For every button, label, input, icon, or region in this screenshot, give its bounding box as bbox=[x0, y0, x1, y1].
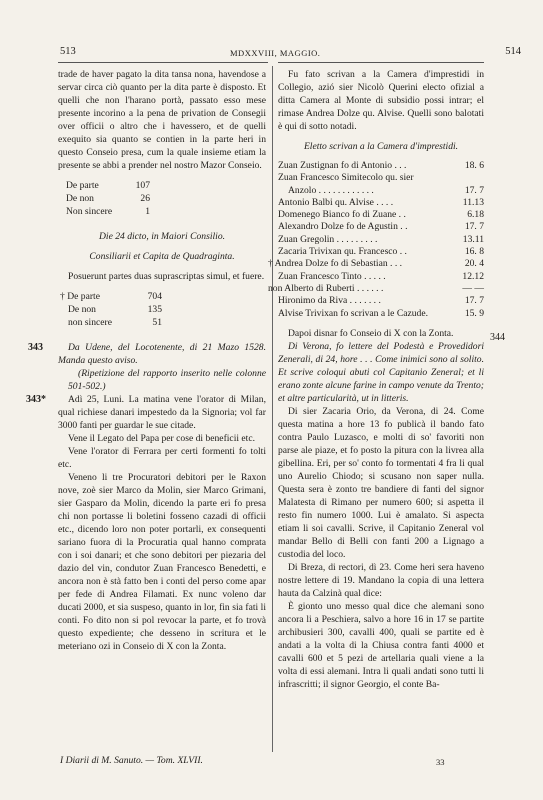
vote-row: De non 135 bbox=[68, 304, 162, 315]
list-item: Zuan Francesco Tinto . . . . . 12.12 bbox=[278, 270, 484, 282]
signature-mark: 33 bbox=[436, 757, 445, 767]
page-number-left: 513 bbox=[60, 46, 76, 57]
paragraph: Vene il Legato del Papa per cose di beneficii etc. bbox=[68, 433, 255, 444]
list-item: Zuan Gregolin . . . . . . . . . 13.11 bbox=[278, 233, 484, 245]
list-item: Anzolo . . . . . . . . . . . . 17. 7 bbox=[288, 184, 484, 196]
margin-number: 343* bbox=[26, 394, 46, 405]
list-item: Domenego Bianco fo di Zuane . . 6.18 bbox=[278, 209, 484, 221]
paragraph: È gionto uno messo qual dice che alemani sono ancora li a Peschiera, salvo a hore 16 in 17 se partite archibusieri 300, cavalli 400, quali se partite ed è andati a la volta di la Chiusa contra fanti 4000 et cavalli 600 et 5 pezi de artellaria quali viene a la volta di essi alemani. Intra li quali andati sono tutti li infrascritti; il signor Georgio, el conte Ba- bbox=[278, 600, 484, 690]
section-heading: Die 24 dicto, in Maiori Consilio. bbox=[98, 231, 226, 242]
paragraph: Di Verona, fo lettere del Podestà e Provedidori Zenerali, di 24, hore . . . Come inimici sono al solito. Et scrive coloqui abuti col Capitanio Zeneral; et li erano zonte alcune farine in campo venute da Trento; et altre particularità, ut in litteris. bbox=[278, 340, 484, 404]
paragraph: Di sier Zacaria Orio, da Verona, di 24. Come questa matina a hore 13 fo publicà il bando fato contra Paulo Luzasco, e molti di so' favoriti non parse ale piaze, et fo posto la pitura con la livrea alla gibellina. Eri, per so' conto fo tormentati 4 fra li qual uno Aurelio Chiodo; si scusano non saper nulla. Questa sera è zonto tre bandiere di fanti del signor Malatesta di Rimano per numero 600; si aspetta il resto fin numero 1000. Lui è amalato. Si aspecta etiam li soi cavalli. Scrive, il Capitanio Zeneral vol mandar Bello di Belli con fanti 200 a Lignago a custodia del loco. bbox=[278, 405, 484, 560]
header-rule-right bbox=[278, 62, 484, 63]
paragraph: Da Udene, del Locotenente, di 21 Mazo 1528. Manda questo aviso. bbox=[58, 342, 266, 366]
list-item: Hironimo da Riva . . . . . . . 17. 7 bbox=[278, 295, 484, 307]
paragraph: trade de haver pagato la dita tansa nona, havendose a servar circa ciò quanto per la dita parte è disposto. Et quelli che non l'harano portà, passato esso mese presente incorino a la pena de privation de Consegii over officii o altro che i havessero, et de quelli exequito sia quanto se contien in la parte heri in questo Conseio presa, cum la quale insieme etiam la presente se abbi a prender nel nostro Mazor Conseio. bbox=[58, 69, 266, 171]
right-column bbox=[268, 68, 505, 691]
list-item: Zuan Zustignan fo di Antonio . . . 18. 6 bbox=[278, 160, 484, 171]
list-item: Zuan Francesco Simitecolo qu. sier bbox=[278, 172, 414, 184]
list-item: Alvise Trivixan fo scrivan a le Cazude. 15. 9 bbox=[278, 307, 484, 319]
vote-row: Non sincere 1 bbox=[66, 206, 150, 217]
paragraph: Veneno li tre Procuratori debitori per le Raxon nove, zoè sier Marco da Molin, sier Marco Grimani, sier Gasparo da Molin, dicendo la parte eri fo presa chi non portasse li boletini fosseno cazadi di officii etc., dicendo loro non poter portarli, ex consequenti sariano fuora di la Procuratia qual hanno comprata con i soi danari; et che sono debitori per piezaria del dazio del vin, condutor Zuan Francesco Benedetti, e ancora non è stà fatto ben i conti del perso come apar per fede di Andrea Filamati. Ex nunc voleno dar ducati 2000, et sia suspeso, quanto in lor, fin sia fati li conti. Fo dito non si pol revocar la parte, et fo trovà questo expediente; che desseno in scritura et le meteriano ozi in Conseio di X con la Zonta. bbox=[58, 472, 266, 652]
paragraph: Fu fato scrivan a la Camera d'imprestidi in Collegio, azió sier Nicolò Querini electo ofizial a ditta Camera al Monte di subsidio possi intrar; el rimase Andrea Dolze qu. Alvise. Quelli sono balotati è qui di sotto notadi. bbox=[278, 69, 484, 132]
left-column bbox=[26, 68, 266, 653]
margin-number: 344 bbox=[490, 331, 505, 343]
paragraph: (Ripetizione del rapporto inserito nelle colonne 501-502.) bbox=[68, 368, 266, 392]
vote-row: non sincere 51 bbox=[68, 317, 162, 328]
list-item: Antonio Balbi qu. Alvise . . . . 11.13 bbox=[278, 196, 484, 208]
vote-row: De non 26 bbox=[66, 193, 150, 204]
section-heading: Consiliarii et Capita de Quadraginta. bbox=[89, 251, 235, 262]
header-rule-left bbox=[58, 62, 268, 63]
paragraph: Vene l'orator di Ferrara per certi formenti fo tolti etc. bbox=[58, 446, 266, 470]
vote-row: † De parte 704 bbox=[60, 291, 162, 302]
running-title: MDXXVIII, MAGGIO. bbox=[230, 48, 321, 58]
paragraph: Di Breza, di rectori, dì 23. Come heri sera haveno nostre lettere di 19. Mandano la copia di una lettera hauta da Calzinà qual dice: bbox=[278, 561, 484, 599]
paragraph: Dapoi disnar fo Conseio di X con la Zonta. bbox=[288, 327, 454, 339]
vote-row: De parte 107 bbox=[66, 180, 150, 191]
page-number-right: 514 bbox=[505, 46, 521, 57]
column-separator bbox=[272, 66, 273, 752]
list-item: Zacaria Trivixan qu. Francesco . . 16. 8 bbox=[278, 246, 484, 258]
list-item: non Alberto di Ruberti . . . . . . — — bbox=[268, 282, 484, 294]
paragraph: Adì 25, Luni. La matina vene l'orator di Milan, qual richiese danari impestedo da la Signoria; vol far 3000 fanti per guardar le sue citade. bbox=[58, 394, 266, 431]
margin-number: 343 bbox=[28, 342, 43, 353]
list-item: † Andrea Dolze fo di Sebastian . . . 20. 4 bbox=[268, 258, 484, 270]
ballot-list bbox=[268, 160, 484, 320]
section-heading: Eletto scrivan a la Camera d'imprestidi. bbox=[303, 141, 459, 152]
list-item: Alexandro Dolze fo de Agustin . . 17. 7 bbox=[278, 221, 484, 233]
book-footer: I Diarii di M. Sanuto. — Tom. XLVII. bbox=[60, 755, 203, 766]
paragraph: Posuerunt partes duas suprascriptas simul, et fuere. bbox=[68, 271, 265, 282]
